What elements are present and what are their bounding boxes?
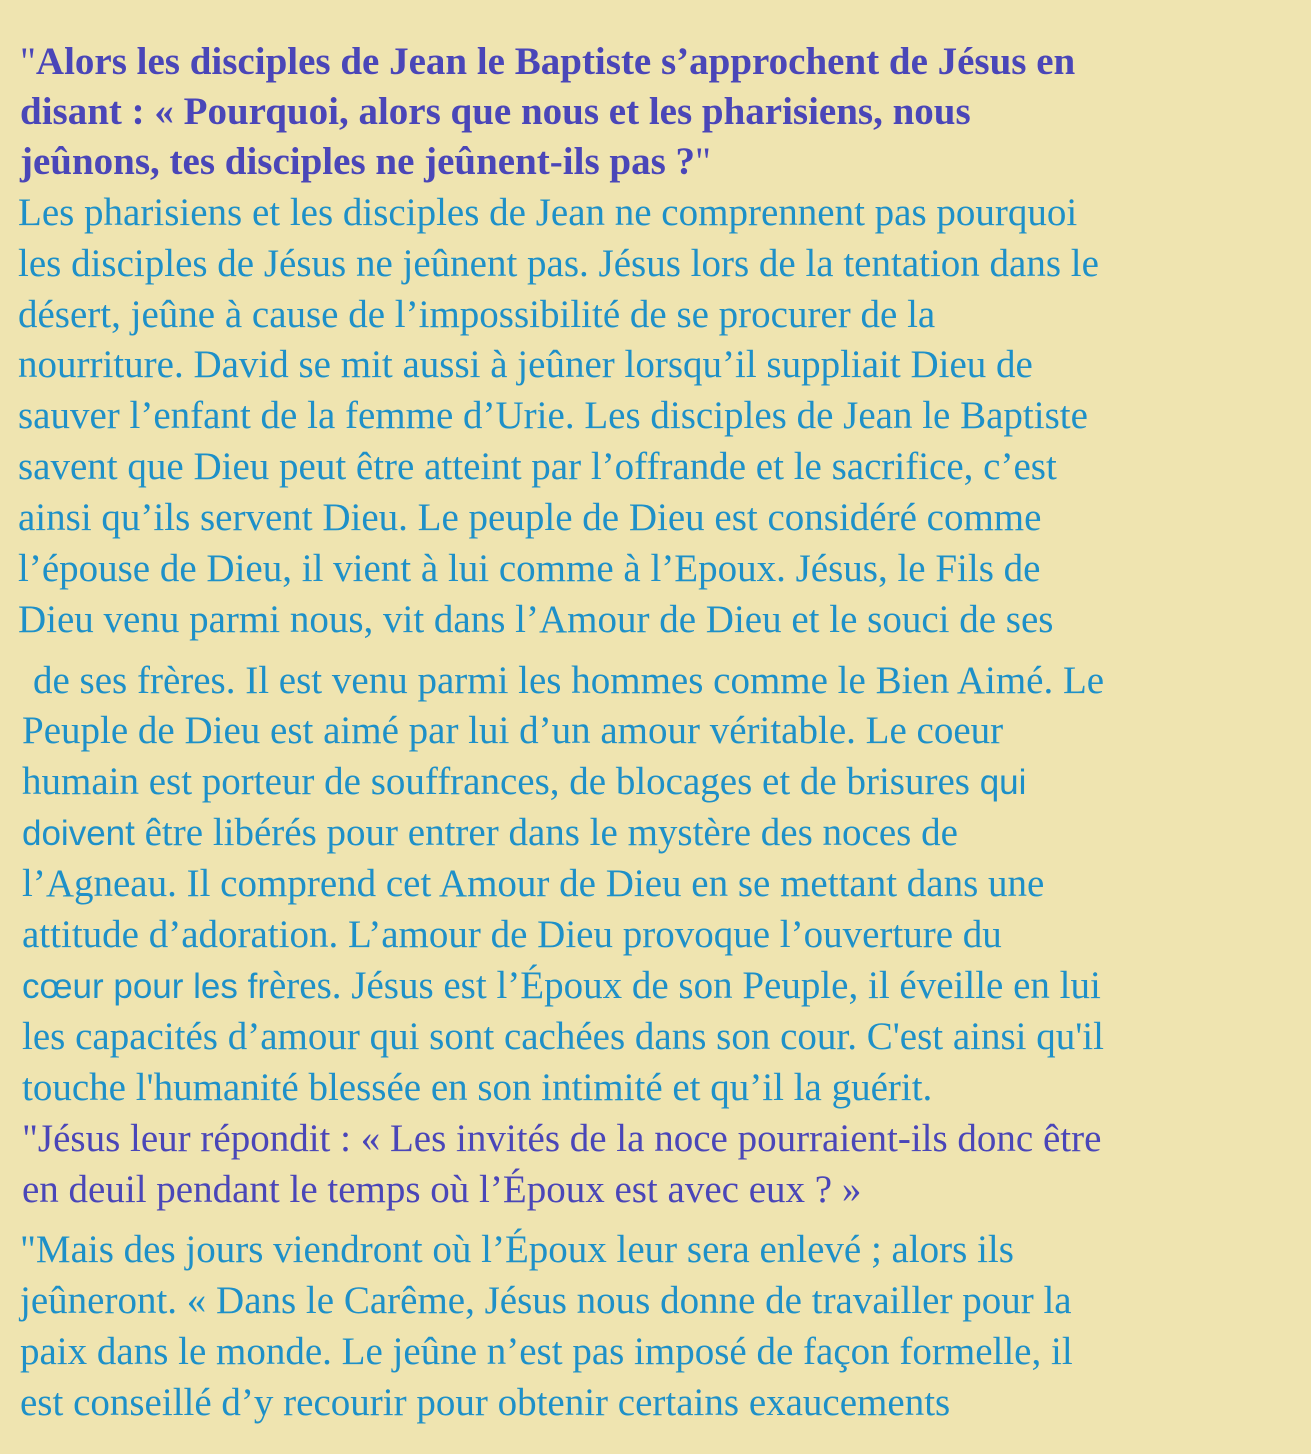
quote1-close-mark: " [695,140,711,183]
commentary3-line3: paix dans le monde. Le jeûne n’est pas imposé de façon formelle, il [20,1330,1073,1373]
commentary2-line7-serif: ères. Jésus est l’Époux de son Peuple, il éveille en lui [269,964,1101,1007]
commentary1-line6: savent que Dieu peut être atteint par l’offrande et le sacrifice, c’est [18,445,1057,488]
quote1-open-mark: " [20,40,36,83]
commentary1-line2: les disciples de Jésus ne jeûnent pas. Jésus lors de la tentation dans le [18,242,1099,285]
commentary1-line1: Les pharisiens et les disciples de Jean ne comprennent pas pourquoi [18,191,1078,234]
quote1-line1 [20,37,1075,87]
commentary2-line6: attitude d’adoration. L’amour de Dieu provoque l’ouverture du [22,913,1002,956]
commentary2-line3-serif: humain est porteur de souffrances, de blocages et de brisures [22,760,980,803]
commentary2-line3-sans: qui [979,763,1027,802]
commentary1-line3: désert, jeûne à cause de l’impossibilité de se procurer de la [18,293,936,336]
commentary1-line4: nourriture. David se mit aussi à jeûner lorsqu’il suppliait Dieu de [18,343,1033,386]
commentary2-line7-sans: cœur pour les fr [22,967,269,1006]
commentary1-line5: sauver l’enfant de la femme d’Urie. Les disciples de Jean le Baptiste [18,394,1088,437]
quote1-line1-text: Alors les disciples de Jean le Baptiste s’approchent de Jésus en [35,40,1076,83]
commentary2-line4-sans: doivent [22,814,135,853]
commentary2-line7 [22,961,1101,1012]
commentary2-line2: Peuple de Dieu est aimé par lui d’un amour véritable. Le coeur [22,709,1004,752]
quote2-line2: en deuil pendant le temps où l’Époux est avec eux ? » [22,1168,862,1211]
commentary2-line4-serif: être libérés pour entrer dans le mystère des noces de [134,811,958,854]
quote1-line2: disant : « Pourquoi, alors que nous et les pharisiens, nous [20,90,971,133]
commentary3-line4: est conseillé d’y recourir pour obtenir certains exaucements [20,1381,951,1424]
commentary2-line4 [22,808,958,859]
commentary1-line9: Dieu venu parmi nous, vit dans l’Amour de Dieu et le souci de ses [18,598,1054,641]
commentary2-line8: les capacités d’amour qui sont cachées dans son cour. C'est ainsi qu'il [22,1015,1104,1058]
commentary2-line5: l’Agneau. Il comprend cet Amour de Dieu en se mettant dans une [22,862,1045,905]
commentary2-line9: touche l'humanité blessée en son intimité et qu’il la guérit. [22,1066,933,1109]
quote1-line3-text: jeûnons, tes disciples ne jeûnent-ils pas ? [20,140,695,183]
commentary3-line1: "Mais des jours viendront où l’Époux leur sera enlevé ; alors ils [20,1228,1014,1271]
commentary3-line2: jeûneront. « Dans le Carême, Jésus nous donne de travailler pour la [20,1279,1072,1322]
quote2-line1: "Jésus leur répondit : « Les invités de la noce pourraient-ils donc être [22,1117,1102,1160]
commentary1-line7: ainsi qu’ils servent Dieu. Le peuple de Dieu est considéré comme [18,496,1042,539]
commentary2-line3 [22,757,1026,808]
quote1-line3 [20,137,711,187]
commentary1-line8: l’épouse de Dieu, il vient à lui comme à l’Epoux. Jésus, le Fils de [18,547,1041,590]
commentary2-line1: de ses frères. Il est venu parmi les hommes comme le Bien Aimé. Le [33,659,1105,702]
